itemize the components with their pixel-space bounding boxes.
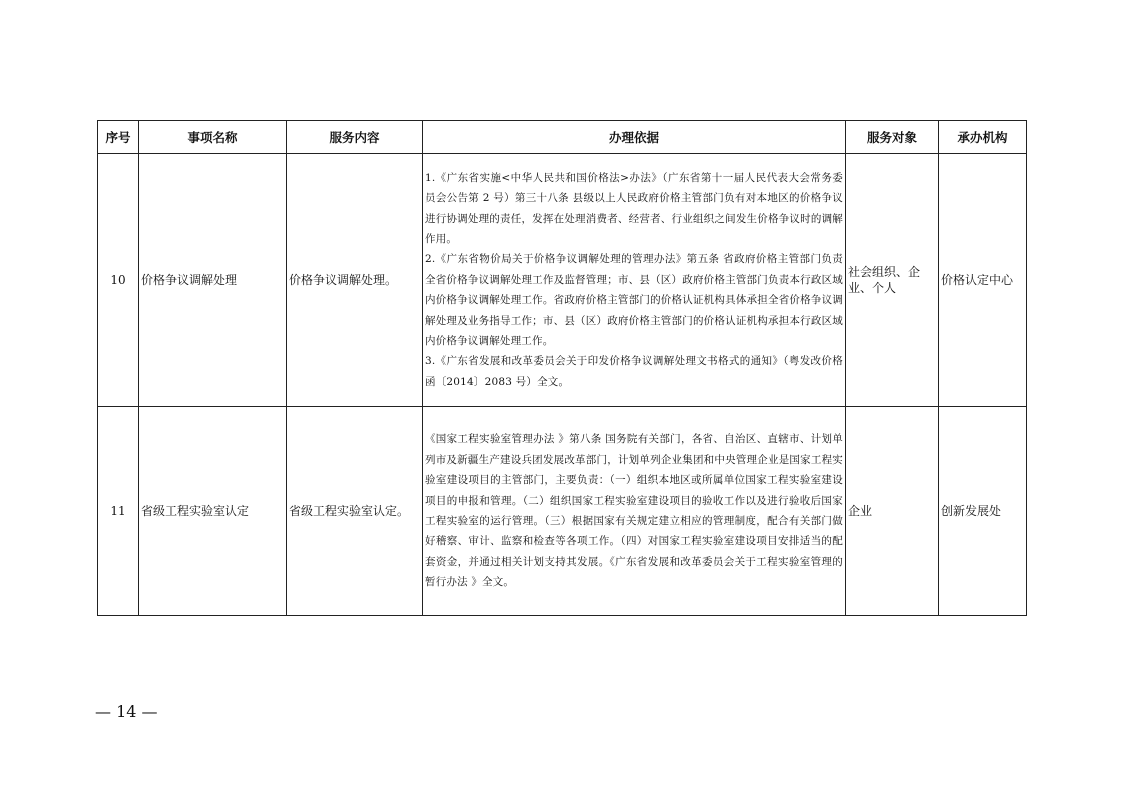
table-row: [98, 407, 1027, 616]
page-number: — 14 —: [95, 702, 158, 721]
row-serial-number: 10: [98, 154, 139, 407]
legal-basis-paragraph: 《国家工程实验室管理办法 》第八条 国务院有关部门，各省、自治区、直辖市、计划单列市及新疆生产建设兵团发展改革部门，计划单列企业集团和中央管理企业是国家工程实验室建设项目的主管部门，主要负责：（一）组织本地区或所属单位国家工程实验室建设项目的申报和管理。（二）组织国家工程实验室建设项目的验收工作以及进行验收后国家工程实验室的运行管理。（三）根据国家有关规定建立相应的管理制度，配合有关部门做好稽察、审计、监察和检查等各项工作。（四）对国家工程实验室建设项目安排适当的配套资金，并通过相关计划支持其发展。《广东省发展和改革委员会关于工程实验室管理的暂行办法 》全文。: [425, 433, 843, 589]
legal-basis-paragraph: 1.《广东省实施<中华人民共和国价格法>办法》（广东省第十一届人民代表大会常务委员会公告第 2 号）第三十八条 县级以上人民政府价格主管部门负有对本地区的价格争议进行协调处理的责任，发挥在处理消费者、经营者、行业组织之间发生价格争议时的调解作用。: [425, 171, 843, 245]
header-legal-basis: 办理依据: [423, 121, 846, 154]
row-service-content: 价格争议调解处理。: [287, 154, 423, 407]
service-items-table: [97, 120, 1027, 616]
row-service-target: 企业: [846, 407, 939, 616]
header-service-content: 服务内容: [287, 121, 423, 154]
row-serial-number: 11: [98, 407, 139, 616]
row-service-content: 省级工程实验室认定。: [287, 407, 423, 616]
row-item-name: 省级工程实验室认定: [139, 407, 287, 616]
row-responsible-agency: 创新发展处: [939, 407, 1027, 616]
row-service-target: 社会组织、企业、个人: [846, 154, 939, 407]
row-item-name: 价格争议调解处理: [139, 154, 287, 407]
row-legal-basis: [423, 407, 846, 616]
row-legal-basis: [423, 154, 846, 407]
header-item-name: 事项名称: [139, 121, 287, 154]
header-responsible-agency: 承办机构: [939, 121, 1027, 154]
row-responsible-agency: 价格认定中心: [939, 154, 1027, 407]
header-serial-number: 序号: [98, 121, 139, 154]
table-header-row: [98, 121, 1027, 154]
table-row: [98, 154, 1027, 407]
legal-basis-paragraph: 3.《广东省发展和改革委员会关于印发价格争议调解处理文书格式的通知》（粤发改价格函〔2014〕2083 号）全文。: [425, 355, 843, 388]
legal-basis-paragraph: 2.《广东省物价局关于价格争议调解处理的管理办法》第五条 省政府价格主管部门负责全省价格争议调解处理工作及监督管理；市、县（区）政府价格主管部门负责本行政区域内价格争议调解处理工作。省政府价格主管部门的价格认证机构具体承担全省价格争议调解处理及业务指导工作；市、县（区）政府价格主管部门的价格认证机构承担本行政区域内价格争议调解处理工作。: [425, 253, 843, 348]
header-service-target: 服务对象: [846, 121, 939, 154]
